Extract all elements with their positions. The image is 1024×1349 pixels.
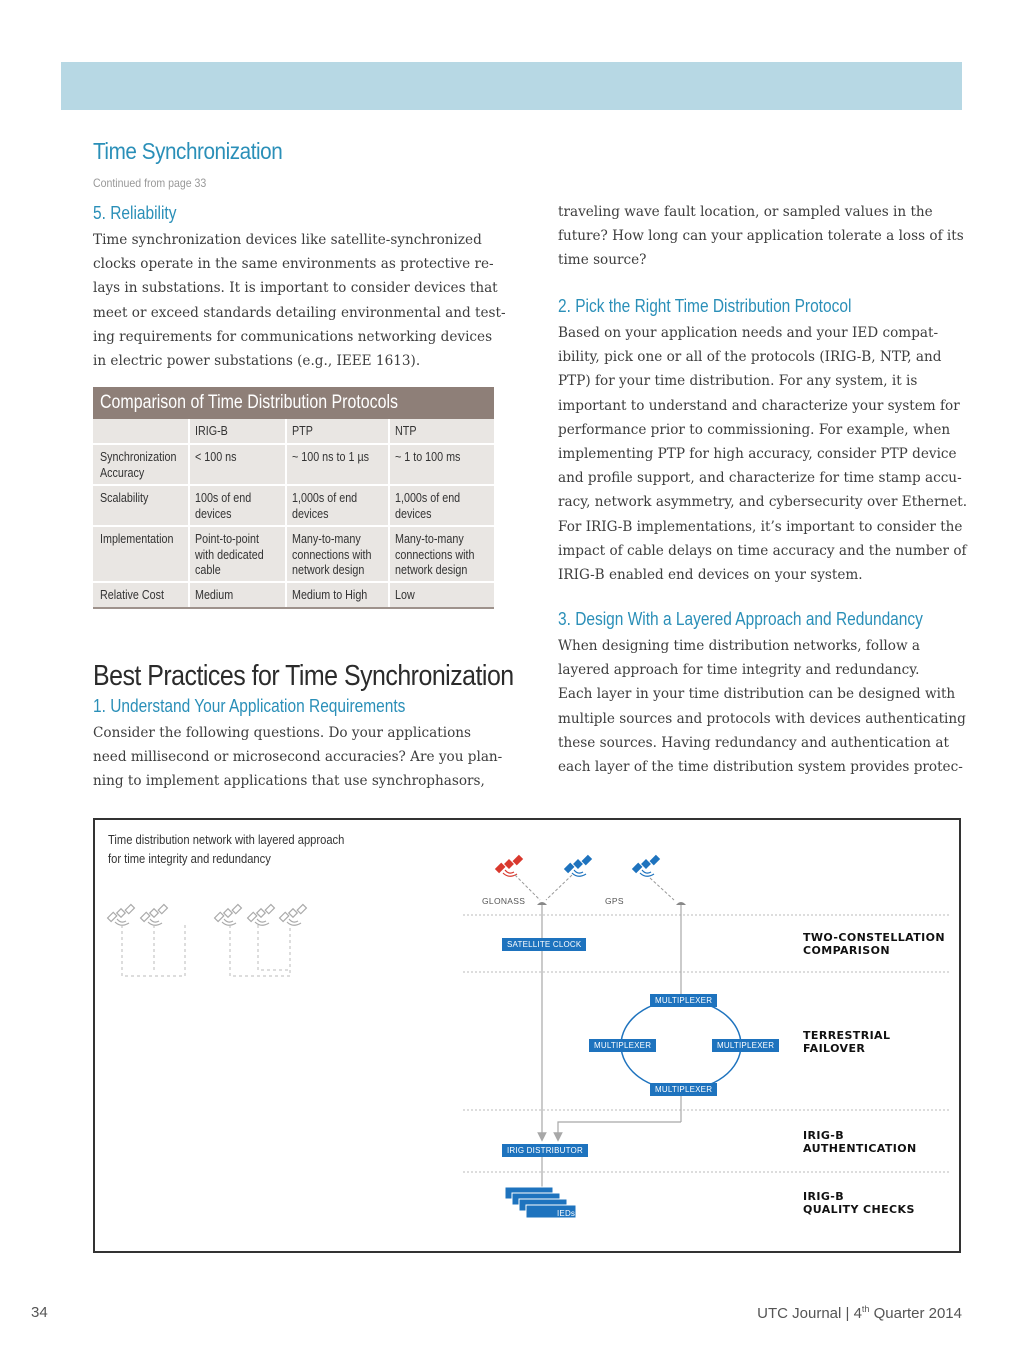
table-cell: Many-to-many connections with network design: [292, 532, 372, 577]
text-line: future? How long can your application tolerate a loss of its: [558, 228, 964, 245]
text-line: Consider the following questions. Do your applications: [93, 725, 472, 741]
glonass-label: GLONASS: [482, 896, 526, 906]
layer-label-two-constellation: TWO-CONSTELLATION COMPARISON: [803, 931, 945, 957]
table-cell: Point-to-point with dedicated cable: [195, 532, 264, 577]
text-line: performance prior to commissioning. For example, when: [558, 421, 951, 438]
table-cell: Medium to High: [292, 588, 368, 602]
layer-label-terrestrial: TERRESTRIAL FAILOVER: [803, 1029, 891, 1055]
section-title: Time Synchronization: [93, 138, 283, 164]
text-line: need millisecond or microsecond accuracies? Are you plan-: [93, 749, 503, 766]
satellite-link: [515, 875, 674, 900]
connector-line: [122, 925, 290, 976]
diagram-caption: Time distribution network with layered approach for time integrity and redundancy: [108, 832, 345, 866]
layer-label-irig-quality: IRIG-B QUALITY CHECKS: [803, 1190, 915, 1216]
text-line: layered approach for time integrity and redundancy.: [558, 662, 920, 679]
text-line: important to understand and characterize your system for: [558, 397, 960, 414]
s3-heading: 3. Design With a Layered Approach and Redundancy: [558, 609, 923, 629]
text-line: For IRIG-B implementations, it’s important to consider the: [558, 518, 963, 535]
table-cell: ~ 100 ns to 1 µs: [292, 450, 370, 464]
table-row-label: Implementation: [100, 532, 174, 546]
text-line: time source?: [558, 252, 647, 269]
table-cell: 1,000s of end devices: [292, 491, 358, 521]
multiplexer-box: MULTIPLEXER: [712, 1039, 779, 1052]
text-line: clocks operate in the same environments as protective re-: [93, 256, 494, 273]
table-cell: Medium: [195, 588, 234, 602]
table-cell: Low: [395, 588, 415, 602]
satellite-clock-box: SATELLITE CLOCK: [502, 938, 586, 951]
journal-footer: UTC Journal | 4th Quarter 2014: [757, 1304, 962, 1322]
multiplexer-box: MULTIPLEXER: [650, 994, 717, 1007]
table-header-ntp: NTP: [395, 424, 417, 438]
text-line: meet or exceed standards detailing environmental and test-: [93, 304, 506, 321]
table-row-label: Scalability: [100, 491, 149, 505]
text-line: Each layer in your time distribution can be designed with: [558, 686, 956, 703]
text-line: ning to implement applications that use synchrophasors,: [93, 773, 485, 790]
text-line: IRIG-B enabled end devices on your system.: [558, 567, 863, 584]
s2-heading: 2. Pick the Right Time Distribution Protocol: [558, 296, 852, 316]
text-line: and profile support, and characterize for time stamp accu-: [558, 470, 962, 487]
table-cell: Many-to-many connections with network design: [395, 532, 475, 577]
table-row-label: Relative Cost: [100, 588, 164, 602]
best-practices-title: Best Practices for Time Synchronization: [93, 660, 514, 692]
gps-label: GPS: [605, 896, 624, 906]
antenna-icon: [537, 902, 547, 905]
multiplexer-box: MULTIPLEXER: [589, 1039, 656, 1052]
text-line: ing requirements for communications networking devices: [93, 328, 493, 345]
s1-heading: 1. Understand Your Application Requirements: [93, 696, 406, 716]
satellite-icon: [108, 905, 307, 926]
table-title: Comparison of Time Distribution Protocols: [100, 392, 399, 413]
gps-satellite-icon: [565, 856, 592, 877]
table-cell: ~ 1 to 100 ms: [395, 450, 461, 464]
multiplexer-box: MULTIPLEXER: [650, 1083, 717, 1096]
text-line: each layer of the time distribution system provides protec-: [558, 759, 963, 776]
table-cell: 1,000s of end devices: [395, 491, 461, 521]
layer-label-irig-auth: IRIG-B AUTHENTICATION: [803, 1129, 917, 1155]
ieds-label: IEDs: [557, 1209, 576, 1218]
text-line: lays in substations. It is important to consider devices that: [93, 280, 498, 297]
text-line: When designing time distribution networks, follow a: [558, 638, 921, 654]
text-line: racy, network asymmetry, and cybersecurity over Ethernet.: [558, 494, 968, 511]
table-cell: 100s of end devices: [195, 491, 252, 521]
text-line: implementing PTP for high accuracy, consider PTP device: [558, 446, 957, 463]
text-line: PTP) for your time distribution. For any system, it is: [558, 373, 918, 390]
text-line: in electric power substations (e.g., IEEE 1613).: [93, 353, 421, 370]
table-header-ptp: PTP: [292, 424, 313, 438]
page-number: 34: [31, 1304, 48, 1321]
table-row-label: Synchronization Accuracy: [100, 450, 177, 480]
text-line: ibility, pick one or all of the protocols (IRIG-B, NTP, and: [558, 349, 942, 366]
text-line: these sources. Having redundancy and authentication at: [558, 734, 949, 751]
glonass-satellite-icon: [496, 856, 523, 877]
antenna-icon: [676, 902, 686, 905]
text-line: Time synchronization devices like satellite-synchronized: [93, 232, 482, 248]
reliability-heading: 5. Reliability: [93, 203, 177, 223]
continued-note: Continued from page 33: [93, 176, 207, 190]
table-header-irig: IRIG-B: [195, 424, 228, 438]
text-line: multiple sources and protocols with devices authenticating: [558, 710, 966, 727]
text-line: impact of cable delays on time accuracy and the number of: [558, 542, 967, 559]
table-cell: < 100 ns: [195, 450, 237, 464]
gps-satellite-icon: [633, 856, 660, 877]
text-line: traveling wave fault location, or sampled values in the: [558, 204, 933, 220]
irig-distributor-box: IRIG DISTRIBUTOR: [502, 1144, 588, 1157]
text-line: Based on your application needs and your IED compat-: [558, 325, 939, 341]
